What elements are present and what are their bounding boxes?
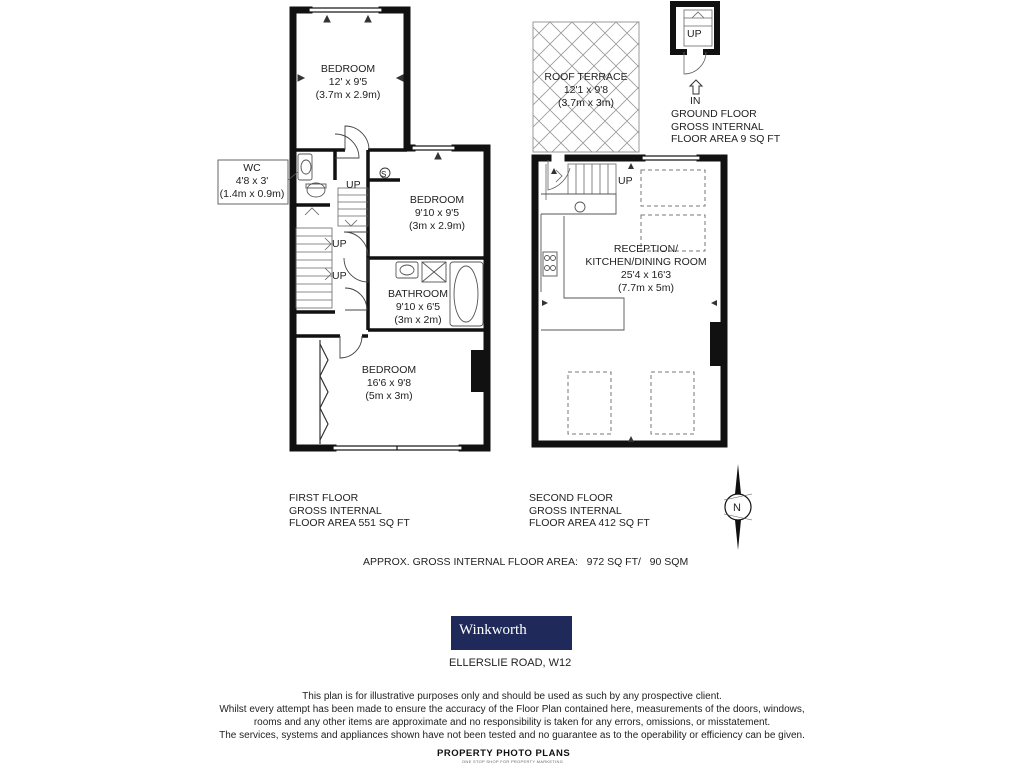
agent-logo: Winkworth: [451, 616, 572, 650]
roof-terrace-metric: (3.7m x 3m): [557, 97, 615, 109]
roof-terrace-name: ROOF TERRACE: [544, 71, 628, 83]
second-floor-line1: SECOND FLOOR: [529, 492, 614, 504]
roof-terrace-dims: 12'1 x 9'8: [563, 84, 609, 96]
ground-floor-plan: [673, 4, 717, 94]
reception-dims: 25'4 x 16'3: [620, 269, 672, 281]
bedroom-mid-name: BEDROOM: [409, 194, 465, 206]
ground-floor-line2: GROSS INTERNAL: [671, 120, 764, 133]
reception-name-line1: RECEPTION/: [613, 243, 679, 255]
bedroom-bottom-dims: 16'6 x 9'8: [366, 377, 412, 389]
bedroom-top-metric: (3.7m x 2.9m): [315, 89, 381, 101]
bathroom-dims: 9'10 x 6'5: [395, 301, 441, 313]
in-marker: IN: [690, 95, 701, 107]
second-floor-area: [529, 492, 650, 530]
disclaimer-line: The services, systems and appliances shown have not been tested and no guarantee as to the operability or efficiency can be given.: [219, 730, 805, 741]
disclaimer-line: This plan is for illustrative purposes only and should be used as such by any prospective client.: [302, 691, 722, 702]
up-marker-wc: UP: [346, 179, 361, 191]
reception-metric: (7.7m x 5m): [617, 282, 675, 294]
first-floor-line2: GROSS INTERNAL: [289, 504, 382, 517]
ground-floor-line3: FLOOR AREA 9 SQ FT: [671, 133, 781, 145]
wc-name: WC: [243, 162, 261, 174]
ground-floor-line1: GROUND FLOOR: [671, 108, 757, 120]
bedroom-bottom-metric: (5m x 3m): [365, 390, 413, 402]
north-marker: N: [733, 502, 741, 514]
first-floor-line1: FIRST FLOOR: [289, 492, 359, 504]
disclaimer: [170, 690, 854, 742]
bathroom-metric: (3m x 2m): [394, 314, 442, 326]
brand-tagline: ONE STOP SHOP FOR PROPERTY MARKETING: [462, 759, 564, 764]
disclaimer-line: Whilst every attempt has been made to ensure the accuracy of the Floor Plan contained here, measurements of the doors, windows,: [219, 704, 805, 715]
wc-dims: 4'8 x 3': [235, 175, 269, 187]
bedroom-top-name: BEDROOM: [320, 63, 376, 75]
bathroom-name: BATHROOM: [388, 288, 448, 300]
bedroom-bottom-name: BEDROOM: [361, 364, 417, 376]
disclaimer-line: rooms and any other items are approximate and no responsibility is taken for any errors, omissions, or misstatement.: [253, 717, 771, 728]
first-floor-area: [289, 492, 410, 530]
storage-marker: S: [381, 170, 387, 179]
ground-floor-area: [671, 108, 780, 146]
up-marker-second: UP: [618, 175, 633, 187]
second-floor-line2: GROSS INTERNAL: [529, 504, 622, 517]
brand-name: PROPERTY PHOTO PLANS: [437, 748, 571, 759]
bedroom-mid-metric: (3m x 2.9m): [408, 220, 466, 232]
first-floor-line3: FLOOR AREA 551 SQ FT: [289, 517, 410, 529]
second-floor-line3: FLOOR AREA 412 SQ FT: [529, 517, 650, 529]
wc-metric: (1.4m x 0.9m): [219, 188, 285, 200]
up-marker-ground: UP: [687, 28, 702, 40]
bedroom-top-dims: 12' x 9'5: [328, 76, 368, 88]
property-address: ELLERSLIE ROAD, W12: [449, 657, 572, 669]
up-marker-stairs: UP: [332, 270, 347, 282]
up-marker-landing: UP: [332, 238, 347, 250]
reception-name-line2: KITCHEN/DINING ROOM: [585, 256, 707, 268]
bedroom-mid-dims: 9'10 x 9'5: [414, 207, 460, 219]
total-floor-area: APPROX. GROSS INTERNAL FLOOR AREA: 972 SQ FT/ 90 SQM: [363, 556, 689, 568]
